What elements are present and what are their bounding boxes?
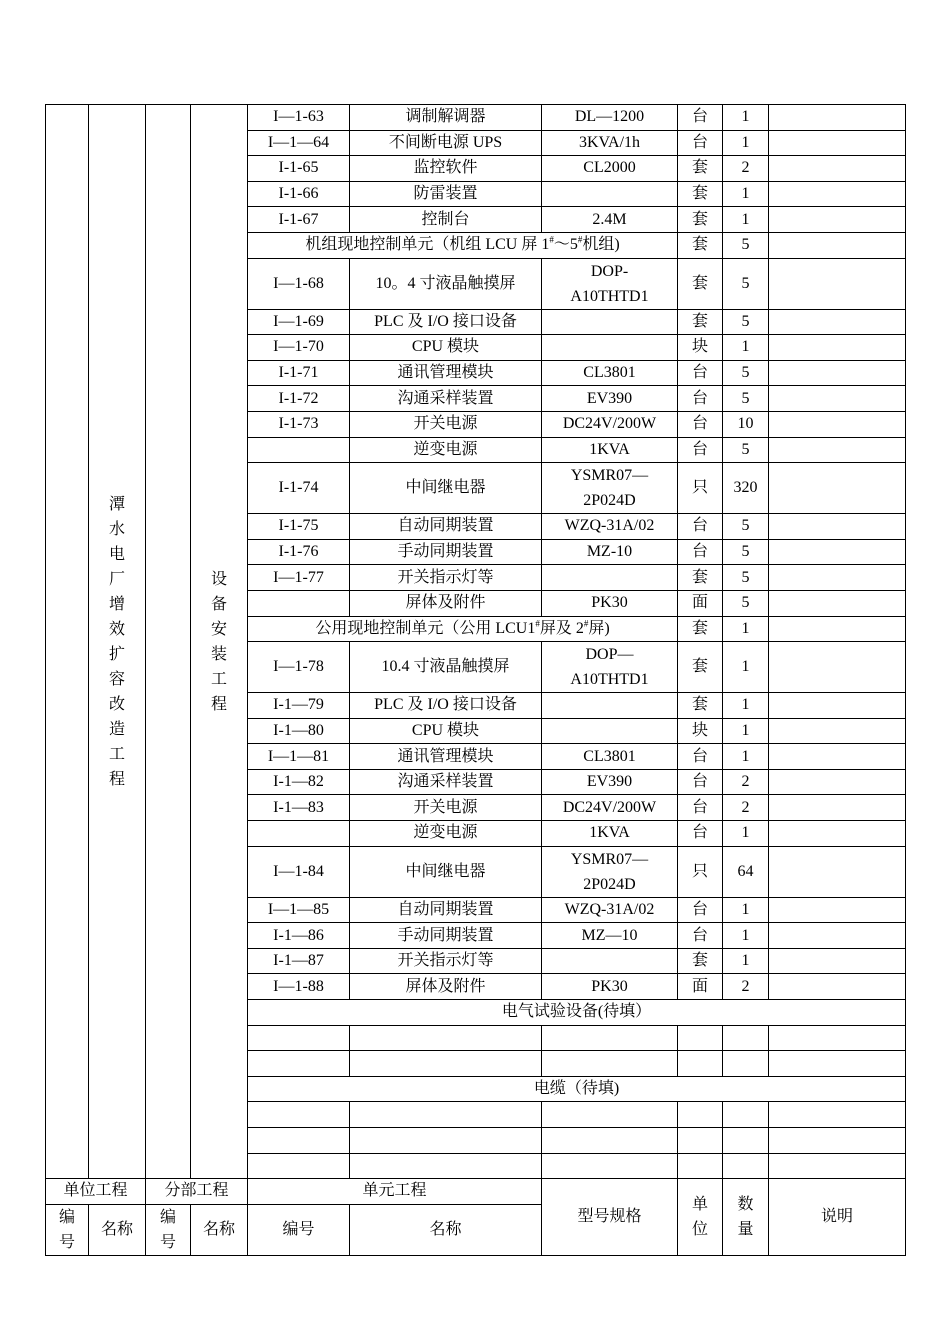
item-code: I-1-75 — [248, 514, 350, 540]
item-unit: 台 — [678, 514, 723, 540]
item-name: 不间断电源 UPS — [350, 130, 542, 156]
item-remark — [769, 386, 906, 412]
item-unit: 套 — [678, 948, 723, 974]
item-unit: 台 — [678, 744, 723, 770]
item-model — [542, 718, 678, 744]
equipment-table — [45, 104, 906, 1256]
header-row-1 — [46, 1179, 906, 1205]
item-quantity: 1 — [723, 335, 769, 361]
item-model: PK30 — [542, 974, 678, 1000]
item-unit — [678, 1025, 723, 1051]
item-remark — [769, 923, 906, 949]
item-model: 1KVA — [542, 437, 678, 463]
item-remark — [769, 207, 906, 233]
item-quantity: 1 — [723, 207, 769, 233]
item-remark — [769, 897, 906, 923]
header-quantity: 数量 — [723, 1179, 769, 1256]
item-remark — [769, 1025, 906, 1051]
item-name: PLC 及 I/O 接口设备 — [350, 309, 542, 335]
item-unit: 台 — [678, 411, 723, 437]
header-unit-name: 名称 — [89, 1204, 146, 1255]
item-unit: 套 — [678, 642, 723, 693]
item-model: CL3801 — [542, 360, 678, 386]
item-unit: 只 — [678, 463, 723, 514]
item-code — [248, 1128, 350, 1154]
item-model: EV390 — [542, 769, 678, 795]
item-quantity: 5 — [723, 258, 769, 309]
division-project-name: 设备安装工程 — [211, 570, 228, 713]
item-quantity — [723, 1102, 769, 1128]
item-quantity: 5 — [723, 360, 769, 386]
header-division-project: 分部工程 — [146, 1179, 248, 1205]
item-name: CPU 模块 — [350, 718, 542, 744]
table-header-footer — [46, 1179, 906, 1256]
item-remark — [769, 948, 906, 974]
item-unit: 台 — [678, 821, 723, 847]
item-unit — [678, 1128, 723, 1154]
item-name: 通讯管理模块 — [350, 744, 542, 770]
item-quantity: 1 — [723, 923, 769, 949]
item-unit: 套 — [678, 309, 723, 335]
item-name: 10.4 寸液晶触摸屏 — [350, 642, 542, 693]
item-unit: 套 — [678, 156, 723, 182]
item-model: DOP— A10THTD1 — [542, 642, 678, 693]
item-code: I—1—81 — [248, 744, 350, 770]
header-division-code: 编号 — [146, 1204, 191, 1255]
item-quantity: 5 — [723, 565, 769, 591]
item-model: WZQ-31A/02 — [542, 514, 678, 540]
header-unit-project: 单位工程 — [46, 1179, 146, 1205]
item-name: 防雷装置 — [350, 181, 542, 207]
item-model: 3KVA/1h — [542, 130, 678, 156]
item-quantity: 5 — [723, 539, 769, 565]
item-remark — [769, 309, 906, 335]
item-quantity: 1 — [723, 744, 769, 770]
item-unit: 台 — [678, 360, 723, 386]
group-title: 公用现地控制单元（公用 LCU1#屏及 2#屏) — [248, 616, 678, 642]
item-name: 开关指示灯等 — [350, 948, 542, 974]
item-remark — [769, 769, 906, 795]
item-name — [350, 1128, 542, 1154]
item-unit: 台 — [678, 795, 723, 821]
item-code: I-1-72 — [248, 386, 350, 412]
item-unit — [678, 1051, 723, 1077]
item-name: 自动同期装置 — [350, 514, 542, 540]
item-remark — [769, 744, 906, 770]
item-model: WZQ-31A/02 — [542, 897, 678, 923]
item-model — [542, 309, 678, 335]
item-name: 10。4 寸液晶触摸屏 — [350, 258, 542, 309]
item-name: 开关电源 — [350, 411, 542, 437]
item-name — [350, 1153, 542, 1179]
item-unit: 面 — [678, 590, 723, 616]
item-unit: 块 — [678, 718, 723, 744]
item-name: 手动同期装置 — [350, 539, 542, 565]
item-name: PLC 及 I/O 接口设备 — [350, 693, 542, 719]
item-model: YSMR07— 2P024D — [542, 846, 678, 897]
item-name: 屏体及附件 — [350, 974, 542, 1000]
item-code: I—1—85 — [248, 897, 350, 923]
item-quantity: 1 — [723, 821, 769, 847]
item-code: I—1-88 — [248, 974, 350, 1000]
item-code: I-1-71 — [248, 360, 350, 386]
item-model — [542, 1025, 678, 1051]
item-quantity: 10 — [723, 411, 769, 437]
item-model — [542, 693, 678, 719]
item-remark — [769, 437, 906, 463]
item-model: PK30 — [542, 590, 678, 616]
item-quantity: 1 — [723, 642, 769, 693]
item-unit: 只 — [678, 846, 723, 897]
group-remark — [769, 232, 906, 258]
item-name: 控制台 — [350, 207, 542, 233]
item-remark — [769, 360, 906, 386]
item-unit: 块 — [678, 335, 723, 361]
item-remark — [769, 539, 906, 565]
item-code: I-1-74 — [248, 463, 350, 514]
item-quantity: 320 — [723, 463, 769, 514]
item-quantity: 1 — [723, 105, 769, 131]
division-code-cell — [146, 105, 191, 1179]
item-unit: 套 — [678, 258, 723, 309]
item-code: I—1-68 — [248, 258, 350, 309]
unit-name-cell — [89, 105, 146, 1179]
item-name: 中间继电器 — [350, 463, 542, 514]
item-code: I—1-63 — [248, 105, 350, 131]
header-model-spec: 型号规格 — [542, 1179, 678, 1256]
item-name — [350, 1025, 542, 1051]
item-model: YSMR07— 2P024D — [542, 463, 678, 514]
header-element-code: 编号 — [248, 1204, 350, 1255]
item-name — [350, 1102, 542, 1128]
item-model — [542, 1153, 678, 1179]
item-code — [248, 590, 350, 616]
item-name: CPU 模块 — [350, 335, 542, 361]
item-code: I—1-77 — [248, 565, 350, 591]
item-name: 沟通采样装置 — [350, 386, 542, 412]
item-code — [248, 1102, 350, 1128]
header-unit-code: 编号 — [46, 1204, 89, 1255]
item-remark — [769, 642, 906, 693]
item-model: DL—1200 — [542, 105, 678, 131]
item-model: EV390 — [542, 386, 678, 412]
item-quantity: 2 — [723, 974, 769, 1000]
group-unit: 套 — [678, 232, 723, 258]
item-remark — [769, 181, 906, 207]
item-code: I-1-73 — [248, 411, 350, 437]
item-remark — [769, 1128, 906, 1154]
item-model: DC24V/200W — [542, 795, 678, 821]
item-quantity: 2 — [723, 769, 769, 795]
item-model: DC24V/200W — [542, 411, 678, 437]
item-remark — [769, 590, 906, 616]
group-quantity: 5 — [723, 232, 769, 258]
item-quantity: 1 — [723, 693, 769, 719]
unit-project-name: 潭水电厂增效扩容改造工程 — [109, 495, 126, 788]
item-code: I-1—79 — [248, 693, 350, 719]
item-code: I—1-78 — [248, 642, 350, 693]
item-unit: 台 — [678, 386, 723, 412]
item-quantity — [723, 1153, 769, 1179]
item-quantity: 1 — [723, 897, 769, 923]
item-name: 开关指示灯等 — [350, 565, 542, 591]
header-element-project: 单元工程 — [248, 1179, 542, 1205]
item-code: I-1—87 — [248, 948, 350, 974]
item-remark — [769, 821, 906, 847]
group-remark — [769, 616, 906, 642]
item-remark — [769, 795, 906, 821]
item-remark — [769, 693, 906, 719]
item-quantity: 5 — [723, 437, 769, 463]
item-name: 自动同期装置 — [350, 897, 542, 923]
item-quantity: 5 — [723, 386, 769, 412]
item-model — [542, 1051, 678, 1077]
item-remark — [769, 718, 906, 744]
item-name: 通讯管理模块 — [350, 360, 542, 386]
item-remark — [769, 1051, 906, 1077]
item-remark — [769, 565, 906, 591]
item-quantity: 5 — [723, 514, 769, 540]
item-model: 2.4M — [542, 207, 678, 233]
item-unit: 台 — [678, 897, 723, 923]
item-quantity: 1 — [723, 130, 769, 156]
item-code — [248, 1051, 350, 1077]
table-body — [46, 105, 906, 1179]
item-name: 沟通采样装置 — [350, 769, 542, 795]
item-code: I-1—83 — [248, 795, 350, 821]
item-quantity: 2 — [723, 156, 769, 182]
item-unit: 面 — [678, 974, 723, 1000]
item-model — [542, 948, 678, 974]
item-model: CL2000 — [542, 156, 678, 182]
item-model: MZ-10 — [542, 539, 678, 565]
table-row — [46, 105, 906, 131]
item-model — [542, 1102, 678, 1128]
item-remark — [769, 463, 906, 514]
item-name: 调制解调器 — [350, 105, 542, 131]
item-model: 1KVA — [542, 821, 678, 847]
item-unit — [678, 1102, 723, 1128]
item-quantity: 1 — [723, 718, 769, 744]
item-unit: 台 — [678, 437, 723, 463]
item-code: I-1-66 — [248, 181, 350, 207]
item-remark — [769, 105, 906, 131]
item-unit: 台 — [678, 923, 723, 949]
item-name: 逆变电源 — [350, 821, 542, 847]
item-code: I—1-84 — [248, 846, 350, 897]
item-code: I-1-65 — [248, 156, 350, 182]
item-remark — [769, 846, 906, 897]
item-code: I-1-76 — [248, 539, 350, 565]
item-unit: 台 — [678, 130, 723, 156]
section-title: 电缆（待填) — [248, 1076, 906, 1102]
item-model — [542, 565, 678, 591]
item-code: I-1—80 — [248, 718, 350, 744]
item-quantity — [723, 1051, 769, 1077]
item-remark — [769, 335, 906, 361]
item-code: I-1-67 — [248, 207, 350, 233]
item-name: 逆变电源 — [350, 437, 542, 463]
item-quantity: 5 — [723, 309, 769, 335]
item-quantity: 2 — [723, 795, 769, 821]
unit-code-cell — [46, 105, 89, 1179]
item-name — [350, 1051, 542, 1077]
item-remark — [769, 411, 906, 437]
item-remark — [769, 130, 906, 156]
item-remark — [769, 1153, 906, 1179]
header-remark: 说明 — [769, 1179, 906, 1256]
item-unit: 台 — [678, 105, 723, 131]
item-name: 开关电源 — [350, 795, 542, 821]
item-code — [248, 1153, 350, 1179]
item-quantity — [723, 1128, 769, 1154]
group-unit: 套 — [678, 616, 723, 642]
item-remark — [769, 974, 906, 1000]
item-quantity — [723, 1025, 769, 1051]
item-unit: 套 — [678, 181, 723, 207]
item-unit: 套 — [678, 207, 723, 233]
item-code: I—1—64 — [248, 130, 350, 156]
item-name: 监控软件 — [350, 156, 542, 182]
item-name: 手动同期装置 — [350, 923, 542, 949]
item-model: CL3801 — [542, 744, 678, 770]
division-name-cell — [191, 105, 248, 1179]
item-model — [542, 335, 678, 361]
item-model: DOP- A10THTD1 — [542, 258, 678, 309]
item-unit: 台 — [678, 769, 723, 795]
group-title: 机组现地控制单元（机组 LCU 屏 1#～5#机组) — [248, 232, 678, 258]
item-code: I-1—86 — [248, 923, 350, 949]
item-code: I—1-70 — [248, 335, 350, 361]
item-code — [248, 1025, 350, 1051]
item-model — [542, 1128, 678, 1154]
item-unit: 套 — [678, 693, 723, 719]
header-element-name: 名称 — [350, 1204, 542, 1255]
item-quantity: 64 — [723, 846, 769, 897]
item-model — [542, 181, 678, 207]
item-remark — [769, 156, 906, 182]
item-quantity: 1 — [723, 181, 769, 207]
item-remark — [769, 514, 906, 540]
item-code: I—1-69 — [248, 309, 350, 335]
item-quantity: 5 — [723, 590, 769, 616]
item-code: I-1—82 — [248, 769, 350, 795]
item-unit — [678, 1153, 723, 1179]
item-model: MZ—10 — [542, 923, 678, 949]
item-name: 屏体及附件 — [350, 590, 542, 616]
header-unit: 单位 — [678, 1179, 723, 1256]
section-title: 电气试验设备(待填） — [248, 1000, 906, 1026]
item-remark — [769, 1102, 906, 1128]
item-unit: 台 — [678, 539, 723, 565]
header-division-name: 名称 — [191, 1204, 248, 1255]
item-code — [248, 437, 350, 463]
item-name: 中间继电器 — [350, 846, 542, 897]
item-quantity: 1 — [723, 948, 769, 974]
item-code — [248, 821, 350, 847]
item-remark — [769, 258, 906, 309]
group-quantity: 1 — [723, 616, 769, 642]
item-unit: 套 — [678, 565, 723, 591]
